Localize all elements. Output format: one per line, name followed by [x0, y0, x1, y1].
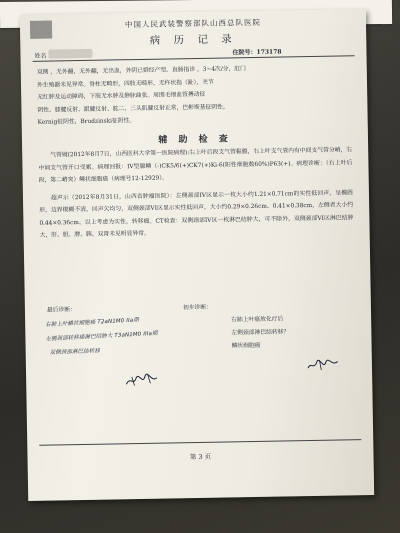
exam-line: 外生殖器未见异常。脊柱无畸形，四肢无畸形，无杵状指（趾），关节	[36, 79, 214, 89]
final-diagnosis-line: 双侧颈部淋巴结转移	[49, 348, 101, 357]
admission-number-value: 173178	[256, 48, 282, 56]
aux-exam-text	[38, 144, 354, 242]
exam-line: 无红肿及运动障碍，下肢无水肿及静脉曲张。周围毛细血管搏动征	[37, 92, 206, 101]
final-diagnosis-label: 最后诊断：	[46, 307, 76, 314]
footer-rule	[39, 439, 361, 446]
ultrasound-paragraph: 超声示（2012年8月31日，山西省肿瘤医院）：左侧颈部IV区显示一枚大小约1.21×0.71cm的实性低回声，呈椭圆形，边界模糊不清，回声欠均匀，双侧颈部VI区显示实性低回声，大小约0.29×0.26cm、0.41×0.38cm，左侧者大小约0.44×0.36cm，以上考虑为实性，转移瘤。CT检查：双侧颈部IV区一枚淋巴结肿大，可不除外，双侧颈部VI区淋巴结肿大，肝、胆、脾、胰、双肾未见明显异常。	[39, 189, 354, 239]
physical-exam-text	[37, 61, 352, 129]
medical-record-page	[20, 9, 374, 501]
admission-number-label: 住院号	[232, 49, 251, 57]
preliminary-diagnosis-label: 初步诊断：	[182, 304, 212, 312]
final-diagnosis-line: 左侧颈部转移癌淋巴结肿大 T3aN1M0 IIIa期	[45, 330, 158, 343]
preliminary-diagnosis-line: 鳞状细胞癌	[231, 342, 261, 350]
physician-signature-right	[305, 356, 340, 375]
physician-signature-left	[124, 371, 161, 390]
signature-scribble	[305, 356, 340, 373]
exam-line: 阴性。膝腱反射、跟腱反射、肱二、三头肌腱反射正常，巴彬斯基征阴性，	[37, 104, 229, 114]
bronchoscopy-paragraph: 气管镜(2012年8月7日，山西医科大学第一医院病理):右上叶后段支气管黏膜，右上叶支气管内有中间支气管分嵴，右中间支气管开口受累。病理回报：IV型腺鳞（-)CK5/6(+)CK7(+)Ki-6(阳性细胞数60%)P63(+)。病理诊断：（右上叶后段，第二嵴突）鳞状细胞癌（病理号12-12929）。	[38, 147, 353, 184]
name-label: 姓名	[34, 52, 47, 60]
page-number: 第 3 页	[189, 452, 212, 462]
final-diagnosis-line: 右肺上叶鳞状细胞癌 T2aN1M0 IIa期	[45, 317, 140, 329]
preliminary-diagnosis-line: 右肺上叶癌放化疗后	[231, 316, 284, 324]
exam-line: Kernig征阴性，Brudzinski征阴性。	[37, 118, 136, 127]
record-title: 病 历 记 录	[149, 33, 237, 47]
hospital-name: 中国人民武装警察部队山西总队医院	[124, 17, 262, 30]
name-redaction	[48, 49, 92, 59]
signature-scribble	[124, 371, 161, 388]
aux-exam-title: 辅 助 检 查	[158, 134, 232, 146]
preliminary-diagnosis-line: 左侧颈部淋巴结转移？	[231, 329, 290, 337]
exam-line: 双侧 ，无外翻，无外翻，无出血，外阴已婚经产型。直肠指诊 ，3~4次/分，肛门	[36, 66, 246, 76]
admission-number: 住院号：173178	[232, 48, 282, 57]
